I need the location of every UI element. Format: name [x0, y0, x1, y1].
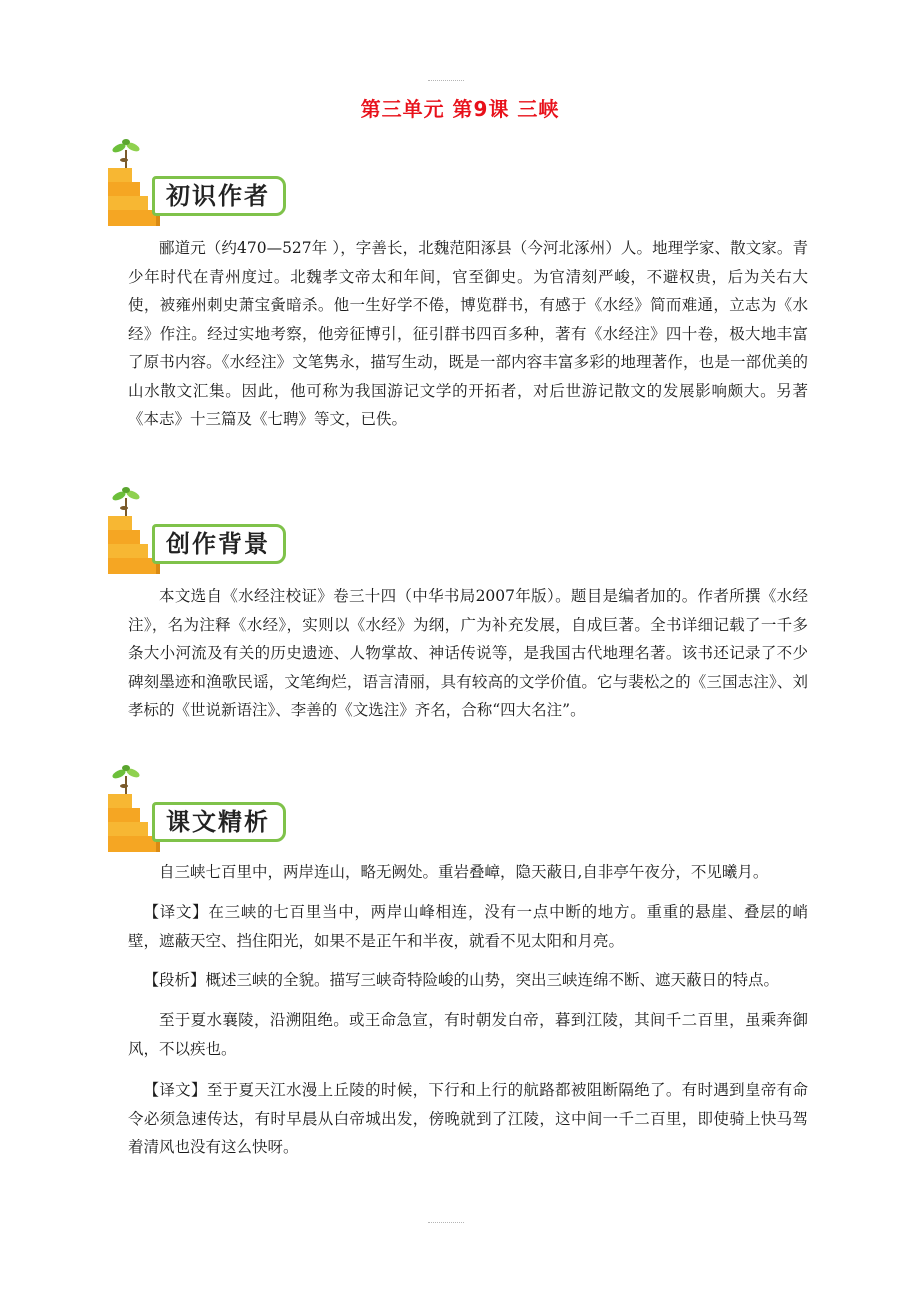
page-title: 第三单元 第9课 三峡	[360, 97, 560, 121]
section-heading: 初识作者	[166, 182, 270, 210]
translation-2: 【译文】至于夏天江水漫上丘陵的时候，下行和上行的航路都被阻断隔绝了。有时遇到皇帝有命令必须急速传达，有时早晨从白帝城出发，傍晚就到了江陵，这中间一千二百里，即使骑上快马驾着清风也没有这么快呀。	[128, 1081, 808, 1156]
bottom-page-marker	[428, 1222, 464, 1224]
background-paragraph: 本文选自《水经注校证》卷三十四（中华书局2007年版）。题目是编者加的。作者所撰《水经注》，名为注释《水经》，实则以《水经》为纲，广为补充发展，自成巨著。全书详细记载了一千多条大小河流及有关的历史遗迹、人物掌故、神话传说等，是我国古代地理名著。该书还记录了不少碑刻墨迹和渔歌民谣，文笔绚烂，语言清丽，具有较高的文学价值。它与裴松之的《三国志注》、刘孝标的《世说新语注》、李善的《文选注》齐名，合称“四大名注”。	[128, 587, 808, 719]
section-heading: 课文精析	[166, 808, 270, 836]
translation-1: 【译文】在三峡的七百里当中，两岸山峰相连，没有一点中断的地方。重重的悬崖、叠层的峭壁，遮蔽天空、挡住阳光，如果不是正午和半夜，就看不见太阳和月亮。	[128, 903, 808, 950]
section-heading: 创作背景	[166, 530, 270, 558]
section-badge-background	[100, 486, 300, 581]
section-badge-author	[100, 138, 300, 233]
section-badge-analysis	[100, 764, 300, 859]
author-paragraph: 郦道元（约470—527年 ），字善长，北魏范阳涿县（今河北涿州）人。地理学家、散文家。青少年时代在青州度过。北魏孝文帝太和年间，官至御史。为官清刻严峻，不避权贵，后为关右大使，被雍州刺史萧宝夤暗杀。他一生好学不倦，博览群书，有感于《水经》简而难通，立志为《水经》作注。经过实地考察，他旁征博引，征引群书四百多种，著有《水经注》四十卷，极大地丰富了原书内容。《水经注》文笔隽永，描写生动，既是一部内容丰富多彩的地理著作，也是一部优美的山水散文汇集。因此，他可称为我国游记文学的开拓者，对后世游记散文的发展影响颇大。另著《本志》十三篇及《七聘》等文，已佚。	[128, 239, 808, 428]
top-page-marker	[428, 80, 464, 82]
original-text-2: 至于夏水襄陵，沿溯阻绝。或王命急宣，有时朝发白帝，暮到江陵，其间千二百里，虽乘奔御风，不以疾也。	[128, 1011, 808, 1058]
analysis-1: 【段析】概述三峡的全貌。描写三峡奇特险峻的山势，突出三峡连绵不断、遮天蔽日的特点。	[143, 971, 780, 989]
original-text-1: 自三峡七百里中，两岸连山，略无阙处。重岩叠嶂，隐天蔽日,自非亭午夜分，不见曦月。	[159, 863, 769, 881]
